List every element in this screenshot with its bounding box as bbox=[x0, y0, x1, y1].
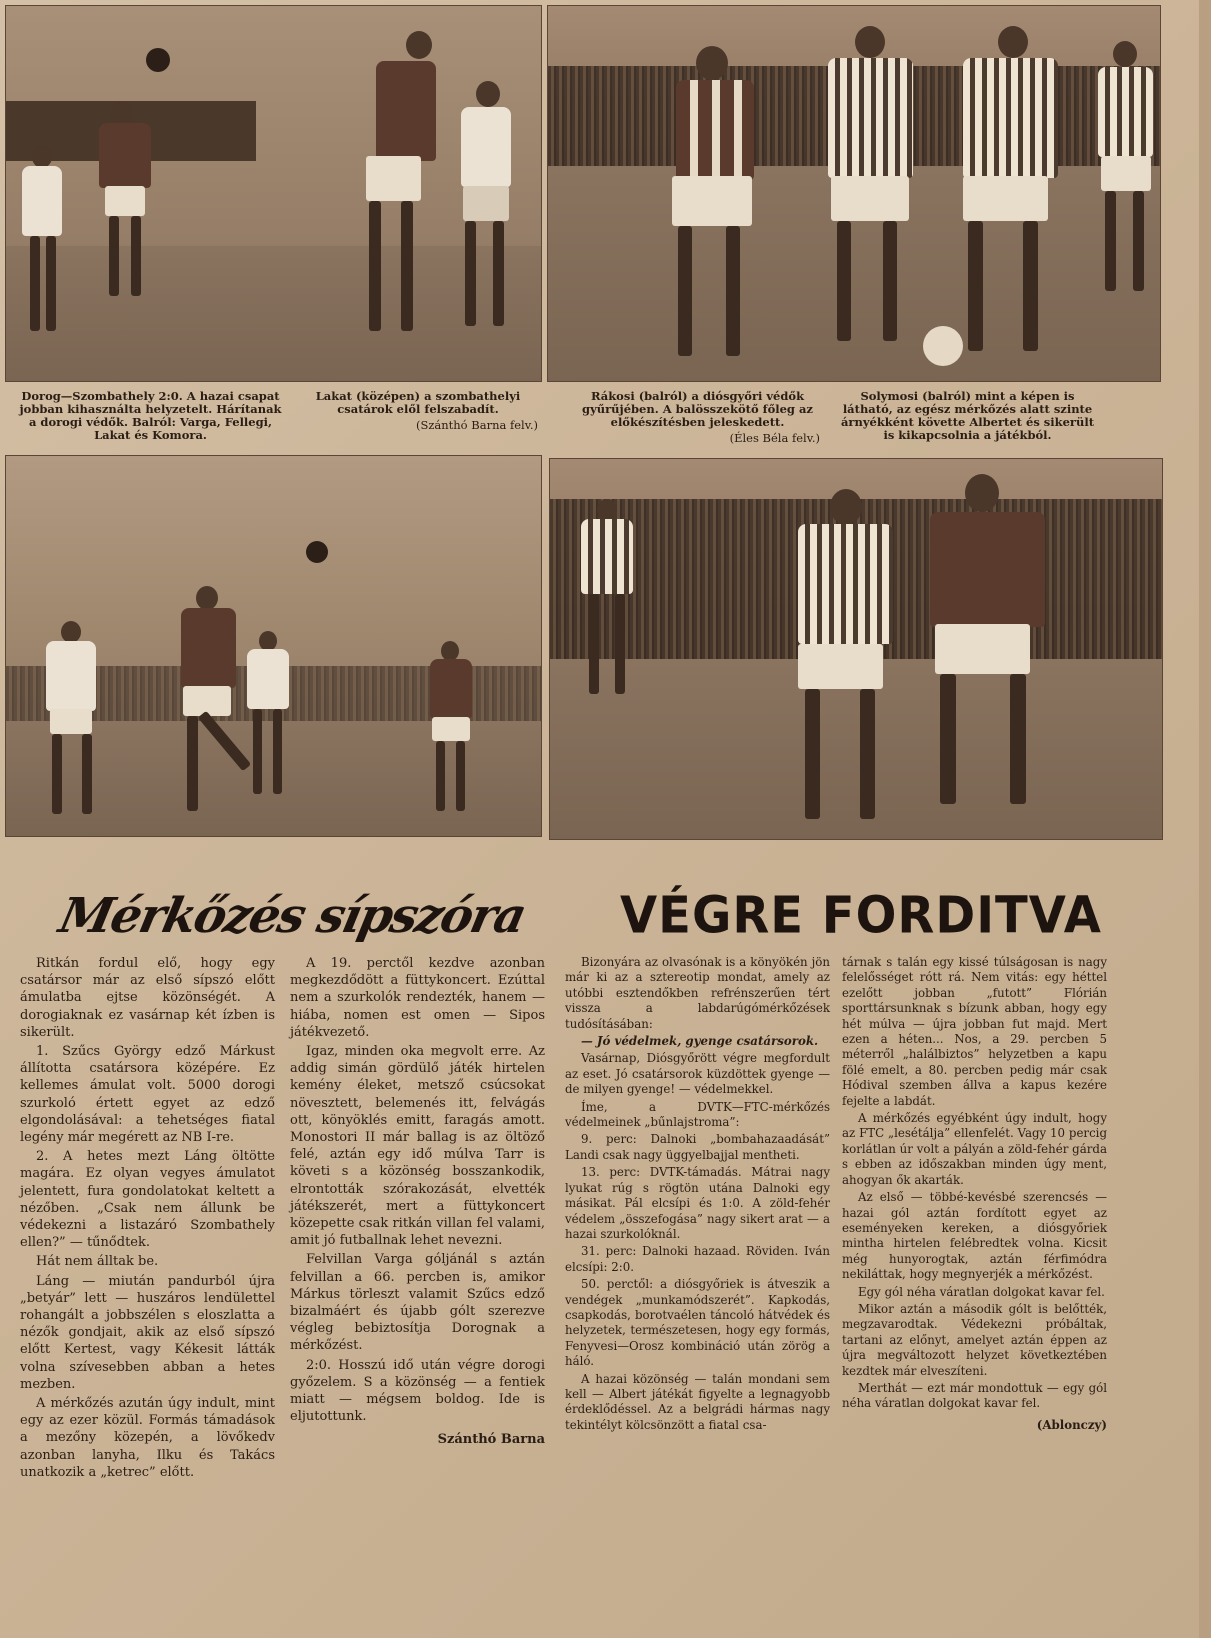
paragraph: Láng — miután pandurból újra „betyár” lett — huszáros lendülettel rohangált a jobbszélen s eloszlatta a nézők gondjait, akik az első sípszó előtt Kertest, vagy Kékesit látták volna szívesebben abban a hetes mezben. bbox=[20, 1273, 275, 1392]
quote: — Jó védelmek, gyenge csatársorok. bbox=[581, 1034, 819, 1049]
paragraph: Igaz, minden oka megvolt erre. Az addig simán gördülő játék hirtelen kemény éleket, metsző csúcsokat növesztett, belemenés itt, felvágás ott, könyöklés emitt, faragás amott. Monostori II már ballag is az öltöző felé, aztán egy idő múlva Tarr is követi s a közönség bosszankodik, elrontották szórakozását, elvették játékszerét, mert a füttykoncert közepette csak ritkán villan fel valami, amit jó futballnak lehet nevezni. bbox=[290, 1044, 545, 1249]
paragraph: Ritkán fordul elő, hogy egy csatársor már az első sípszó előtt ámulatba ejtse közönségét. A dorogiaknak ez vasárnap két ízben is sikerült. bbox=[20, 956, 275, 1040]
paragraph: 50. perctől: a diósgyőriek is átveszik a vendégek „munkamódszerét”. Kapkodás, csapkodás, borotvaélen táncoló hátvédek és helyzetek, természetesen, hogy egy formás, Fenyvesi—Orosz kombináció után zörög a háló. bbox=[565, 1277, 830, 1369]
photo-credit: (Éles Béla felv.) bbox=[729, 431, 820, 445]
paragraph: 31. perc: Dalnoki hazaad. Röviden. Iván elcsípi: 2:0. bbox=[565, 1244, 830, 1274]
player-white-left bbox=[36, 621, 106, 821]
player-striped-solymosi bbox=[780, 489, 910, 829]
player-white-left bbox=[18, 146, 68, 336]
player-dark-albert bbox=[910, 474, 1070, 814]
ball bbox=[146, 48, 170, 72]
caption-photo-1: Dorog—Szombathely 2:0. A hazai csapat jobban kihasználta helyzetelt. Hárítanak a dorogi védők. Balról: Varga, Fellegi, Lakat és Komora. bbox=[19, 389, 282, 442]
paragraph: 9. perc: Dalnoki „bombahazaadását” Landi csak nagy üggyelbajjal mentheti. bbox=[565, 1132, 830, 1162]
paragraph: Az első — többé-kevésbé szerencsés — hazai gól aztán fordított egyet az eseményeken kereken, a diósgyőriek mintha hirtelen felébredtek volna. Kicsit még hunyorogtak, aztán férfimódra nekiláttak, hogy megnyerjék a mérkőzést. bbox=[842, 1190, 1107, 1282]
paragraph: Hát nem álltak be. bbox=[36, 1254, 159, 1270]
paragraph: A 19. perctől kezdve azonban megkezdődött a füttykoncert. Ezúttal nem a szurkolók rendezték, hanem — hiába, nomen est omen — Sipos játékvezető. bbox=[290, 956, 545, 1040]
paragraph: Egy gól néha váratlan dolgokat kavar fel. bbox=[858, 1284, 1105, 1299]
player-striped-far bbox=[1093, 41, 1158, 301]
ball bbox=[923, 326, 963, 366]
photo-dorog-action bbox=[5, 455, 542, 837]
paragraph: Bizonyára az olvasónak is a könyökén jön már ki az a sztereotip mondat, amely az utóbbi esztendőkben refrénszerűen tért vissza a labdarúgómérkőzések tudósításában: bbox=[565, 955, 830, 1031]
player-striped-bg bbox=[575, 499, 640, 699]
caption-photo-2 bbox=[298, 390, 538, 432]
photo-diosgyor-rakosi bbox=[547, 5, 1161, 382]
player-dark-right bbox=[426, 641, 476, 816]
paragraph: Felvillan Varga góljánál s aztán felvillan a 66. percben is, amikor Márkus törleszt valamit Szűcs edző bizalmáért és újabb gólt szerezve végleg bebiztosítja Dorognak a mérkőzést. bbox=[290, 1252, 545, 1354]
article-left-col2 bbox=[290, 955, 545, 1451]
paragraph: 1. Szűcs György edző Márkust állította csatársora középére. Ez kellemes ámulat volt. 5000 dorogi szurkoló értett egyet az edző elgondolásával: a tehetséges fiatal legény már megérett az NB I-re. bbox=[20, 1044, 275, 1146]
caption-photo-4: Solymosi (balról) mint a képen is látható, az egész mérkőzés alatt szinte árnyékként követte Albertet és sikerült is kikapcsolnia a játékból. bbox=[840, 389, 1095, 442]
paragraph: 13. perc: DVTK-támadás. Mátrai nagy lyukat rúg s rögtön utána Dalnoki egy másikat. Pál elcsípi és 1:0. A zöld-fehér védelem „összefogása” nagy sikert arat — a hazai szurkolóknál. bbox=[565, 1165, 830, 1241]
article-right-col4 bbox=[842, 955, 1107, 1435]
page-edge bbox=[1199, 0, 1211, 1638]
article-right-col3 bbox=[565, 955, 830, 1435]
photo-credit: (Szánthó Barna felv.) bbox=[415, 418, 538, 432]
player-dark-kicking bbox=[171, 586, 251, 816]
caption-text: Lakat (középen) a szombathelyi csatárok elől felszabadít. bbox=[315, 389, 521, 416]
caption-photo-3 bbox=[575, 390, 820, 445]
paragraph: A hazai közönség — talán mondani sem kell — Albert játékát figyelte a legnagyobb érdeklődéssel. Az a belgrádi hármas nagy tekintélyt kölcsönzött a fiatal csa- bbox=[565, 1371, 830, 1432]
ball bbox=[306, 541, 328, 563]
caption-text: Rákosi (balról) a diósgyőri védők gyűrűjében. A balösszekötő főleg az előkészítésben jeleskedett. bbox=[582, 389, 813, 429]
paragraph: Merthát — ezt már mondottuk — egy gól néha váratlan dolgokat kavar fel. bbox=[842, 1380, 1107, 1411]
player-striped-right bbox=[938, 26, 1068, 356]
paragraph: Íme, a DVTK—FTC-mérkőzés védelmeinek „bűnlajstroma”: bbox=[565, 1099, 830, 1130]
headline-left: Mérkőzés sípszóra bbox=[54, 888, 530, 944]
paragraph: A mérkőzés azután úgy indult, mint egy az ezer közül. Formás támadások a mezőny közepén, a lövőkedv azonban lanyha, Ilku és Takács unatkozik a „ketrec” előtt. bbox=[20, 1396, 275, 1480]
paragraph: Mikor aztán a második gólt is belőtték, megzavarodtak. Védekezni próbáltak, tartani az előnyt, amelyet aztán éppen az újra megváltozott helyzet következtében kezdtek már elveszíteni. bbox=[842, 1301, 1107, 1378]
paragraph: 2:0. Hosszú idő után végre dorogi győzelem. S a közönség — a fentiek miatt — mégsem boldog. Ide is eljutottunk. bbox=[290, 1357, 545, 1425]
player-white-right bbox=[451, 81, 521, 331]
author-signature: Szánthó Barna bbox=[437, 1432, 545, 1448]
headline-right: VÉGRE FORDITVA bbox=[620, 886, 1102, 946]
paragraph: Vasárnap, Diósgyőrött végre megfordult az eset. Jó csatársorok küzdöttek gyenge — de milyen gyenge! — védelmekkel. bbox=[565, 1051, 830, 1097]
article-left-col1 bbox=[20, 955, 275, 1483]
player-dark-rakosi bbox=[658, 46, 768, 366]
player-dark-heading bbox=[91, 101, 161, 301]
photo-dorog-szombathely-header bbox=[5, 5, 542, 382]
player-white-mid bbox=[241, 631, 296, 801]
paragraph: 2. A hetes mezt Láng öltötte magára. Ez olyan vegyes ámulatot jelentett, fura gondolatokat keltett a nézőben. „Csak nem állunk be védekezni a listazáró Szombathely ellen?” — tűnődtek. bbox=[20, 1149, 275, 1251]
author-signature: (Ablonczy) bbox=[1036, 1417, 1107, 1432]
player-striped-center bbox=[813, 26, 923, 346]
paragraph: A mérkőzés egyébként úgy indult, hogy az FTC „lesétálja” ellenfelét. Vagy 10 percig korlátlan úr volt a pályán a zöld-fehér gárda s ebben az időszakban minden úgy ment, ahogyan ők akarták. bbox=[842, 1111, 1107, 1187]
photo-solymosi-albert bbox=[549, 458, 1163, 840]
player-dark-jumping bbox=[351, 31, 441, 341]
paragraph: tárnak s talán egy kissé túlságosan is nagy felelősséget rótt rá. Nem vitás: egy héttel ezelőtt jobban „futott” Flórián sporttársunknak s bízunk abban, hogy egy hét múlva — újra jobban fut majd. Mert ezen a héten... Nos, a 29. percben 5 méterről „halálbiztos” helyzetben a kapu fölé emelt, a 80. percben pedig már csak Hódival szemben állva a kapus kezére fejelte a labdát. bbox=[842, 955, 1107, 1108]
